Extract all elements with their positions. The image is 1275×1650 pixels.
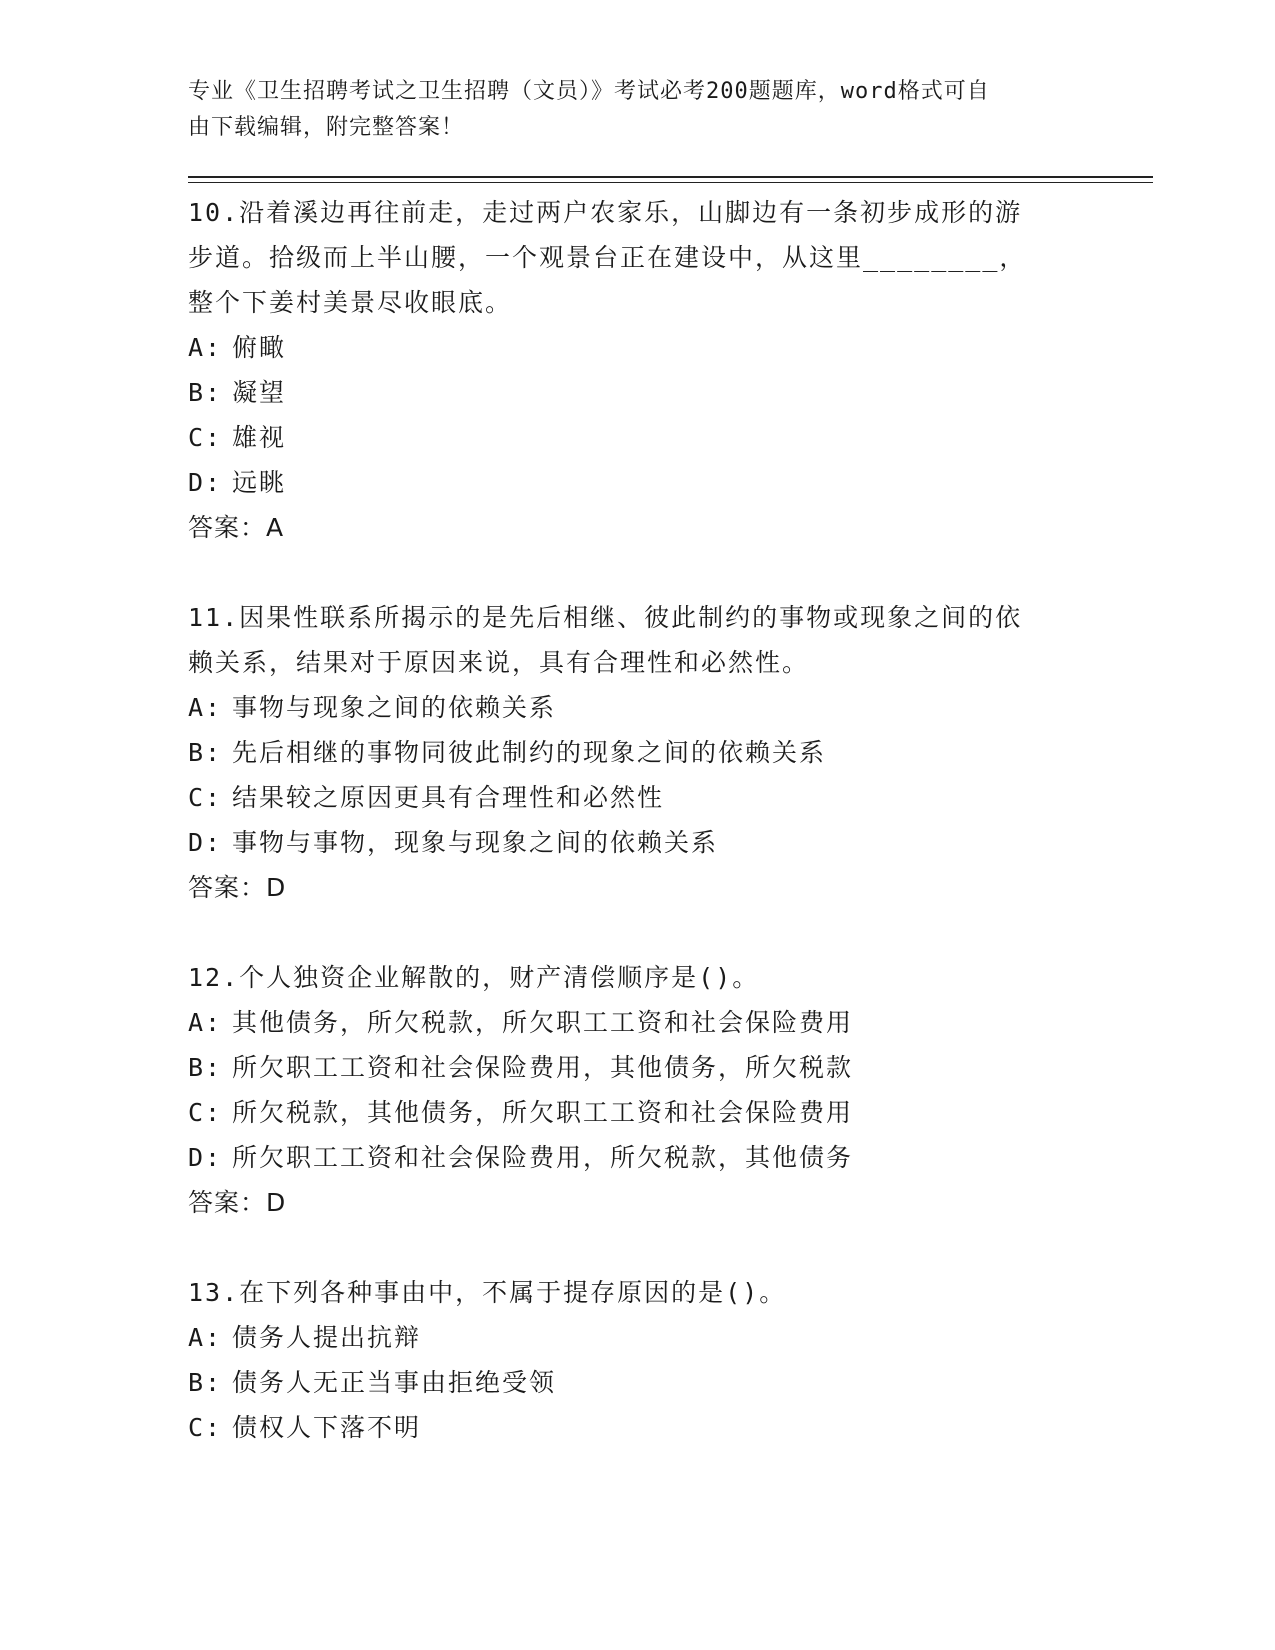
question-stem-line: 整个下姜村美景尽收眼底。 bbox=[188, 288, 513, 317]
option-b bbox=[188, 1360, 1088, 1405]
option-c bbox=[188, 1405, 1088, 1450]
option-letter: C: bbox=[188, 783, 223, 812]
option-letter: B: bbox=[188, 378, 223, 407]
option-letter: A: bbox=[188, 693, 223, 722]
option-text: 所欠职工工资和社会保险费用，其他债务，所欠税款 bbox=[232, 1053, 854, 1082]
option-letter: B: bbox=[188, 1368, 223, 1397]
question-list bbox=[188, 190, 1088, 1495]
answer-line: 答案：D bbox=[188, 873, 287, 902]
question-12 bbox=[188, 955, 1088, 1225]
option-text: 结果较之原因更具有合理性和必然性 bbox=[232, 783, 665, 812]
question-stem-line: 13.在下列各种事由中，不属于提存原因的是()。 bbox=[188, 1278, 787, 1307]
option-text: 凝望 bbox=[232, 378, 287, 407]
option-letter: D: bbox=[188, 828, 223, 857]
option-text: 债务人提出抗辩 bbox=[232, 1323, 422, 1352]
option-letter: B: bbox=[188, 738, 223, 767]
option-d bbox=[188, 820, 1088, 865]
answer-line: 答案：D bbox=[188, 1188, 287, 1217]
option-a bbox=[188, 685, 1088, 730]
answer-line: 答案：A bbox=[188, 513, 285, 542]
option-letter: A: bbox=[188, 333, 223, 362]
option-text: 所欠税款，其他债务，所欠职工工资和社会保险费用 bbox=[232, 1098, 854, 1127]
option-letter: C: bbox=[188, 423, 223, 452]
document-header bbox=[188, 74, 1068, 146]
option-text: 雄视 bbox=[232, 423, 287, 452]
option-letter: B: bbox=[188, 1053, 223, 1082]
question-stem-line: 赖关系，结果对于原因来说，具有合理性和必然性。 bbox=[188, 648, 810, 677]
option-a bbox=[188, 1315, 1088, 1360]
option-letter: D: bbox=[188, 468, 223, 497]
header-divider-thin bbox=[188, 182, 1153, 183]
question-11 bbox=[188, 595, 1088, 910]
option-text: 事物与现象之间的依赖关系 bbox=[232, 693, 557, 722]
option-letter: A: bbox=[188, 1008, 223, 1037]
option-text: 远眺 bbox=[232, 468, 287, 497]
question-stem-line: 12.个人独资企业解散的，财产清偿顺序是()。 bbox=[188, 963, 760, 992]
option-text: 俯瞰 bbox=[232, 333, 287, 362]
question-13 bbox=[188, 1270, 1088, 1450]
header-line-2: 由下载编辑，附完整答案！ bbox=[188, 115, 465, 140]
option-letter: A: bbox=[188, 1323, 223, 1352]
header-divider-thick bbox=[188, 176, 1153, 178]
option-a bbox=[188, 1000, 1088, 1045]
option-text: 债权人下落不明 bbox=[232, 1413, 422, 1442]
option-text: 其他债务，所欠税款，所欠职工工资和社会保险费用 bbox=[232, 1008, 854, 1037]
option-d bbox=[188, 1135, 1088, 1180]
option-c bbox=[188, 415, 1088, 460]
option-text: 事物与事物，现象与现象之间的依赖关系 bbox=[232, 828, 719, 857]
option-text: 先后相继的事物同彼此制约的现象之间的依赖关系 bbox=[232, 738, 827, 767]
option-d bbox=[188, 460, 1088, 505]
option-b bbox=[188, 730, 1088, 775]
option-b bbox=[188, 370, 1088, 415]
option-a bbox=[188, 325, 1088, 370]
option-b bbox=[188, 1045, 1088, 1090]
option-text: 债务人无正当事由拒绝受领 bbox=[232, 1368, 557, 1397]
option-letter: D: bbox=[188, 1143, 223, 1172]
option-text: 所欠职工工资和社会保险费用，所欠税款，其他债务 bbox=[232, 1143, 854, 1172]
option-c bbox=[188, 1090, 1088, 1135]
question-stem-line: 10.沿着溪边再往前走，走过两户农家乐，山脚边有一条初步成形的游 bbox=[188, 198, 1023, 227]
option-letter: C: bbox=[188, 1098, 223, 1127]
option-letter: C: bbox=[188, 1413, 223, 1442]
header-line-1: 专业《卫生招聘考试之卫生招聘（文员）》考试必考200题题库，word格式可自 bbox=[188, 79, 990, 104]
option-c bbox=[188, 775, 1088, 820]
question-stem-line: 11.因果性联系所揭示的是先后相继、彼此制约的事物或现象之间的依 bbox=[188, 603, 1023, 632]
question-10 bbox=[188, 190, 1088, 550]
question-stem-line: 步道。拾级而上半山腰，一个观景台正在建设中，从这里________， bbox=[188, 243, 1027, 272]
